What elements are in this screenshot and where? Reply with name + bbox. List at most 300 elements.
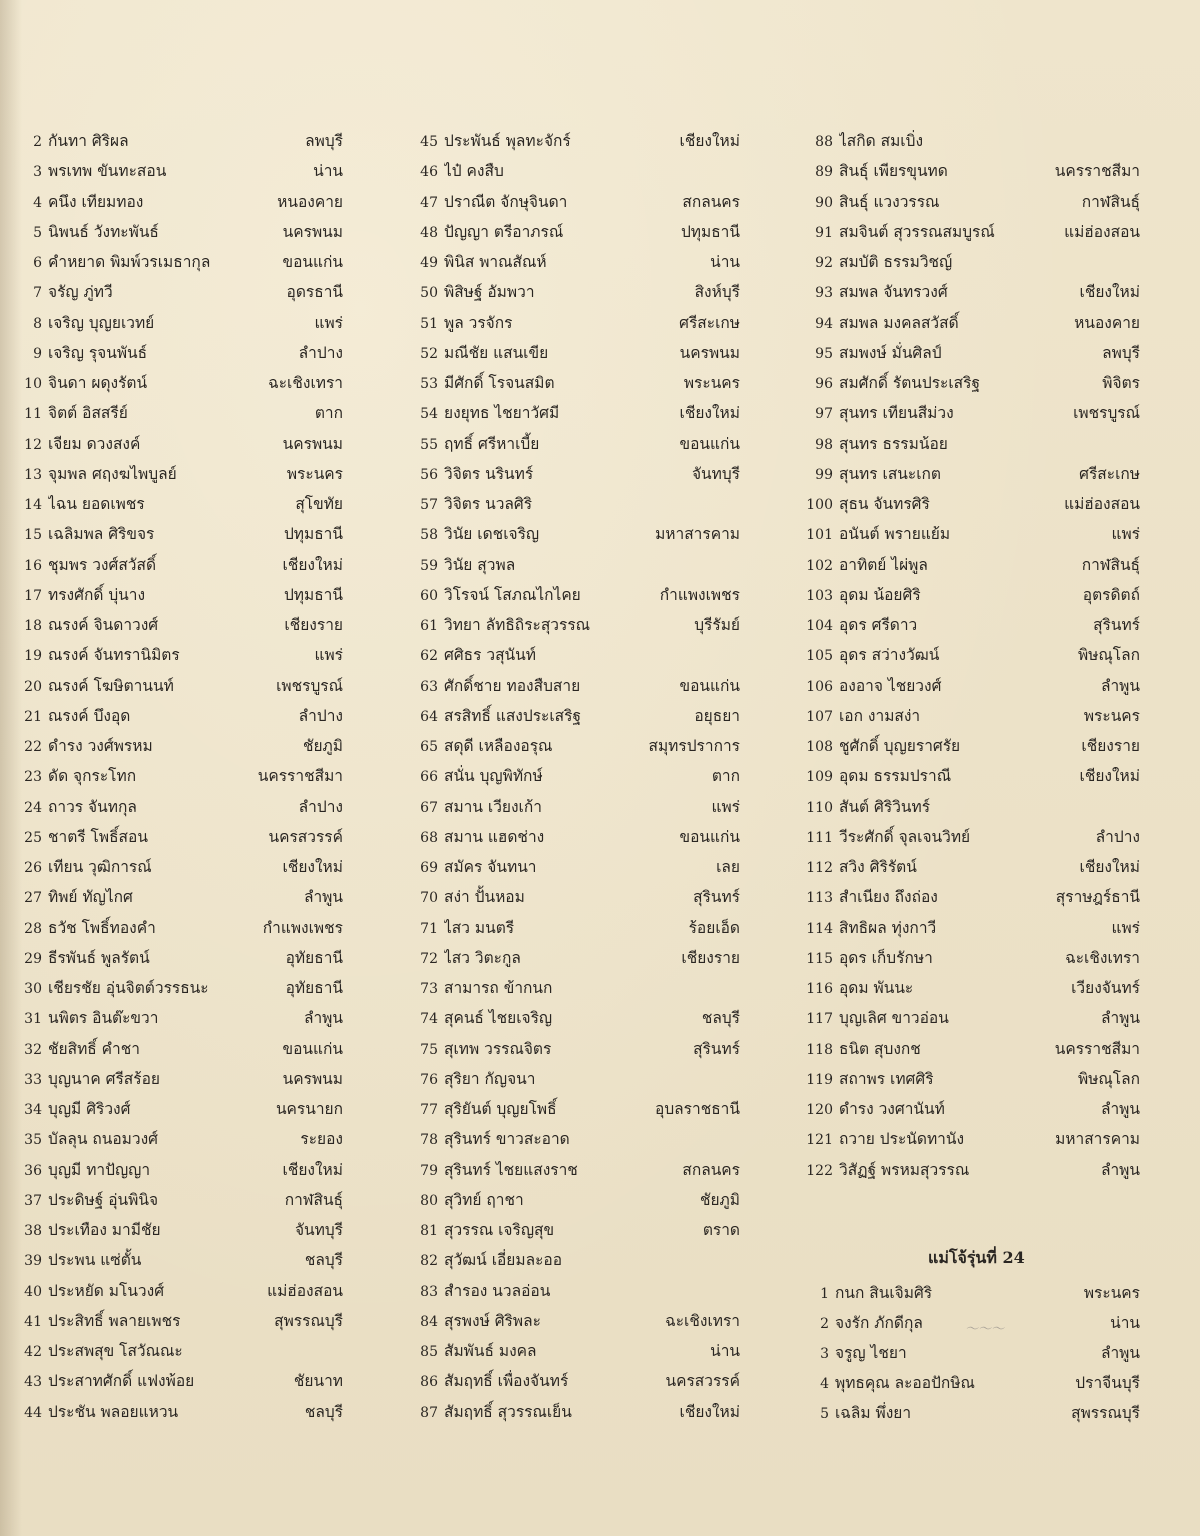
item-number: 5 <box>820 1406 829 1422</box>
list-item <box>805 642 1140 672</box>
person-name: สมพล มงคลสวัสดิ์ <box>839 313 959 332</box>
list-item <box>410 1005 740 1035</box>
list-item <box>805 279 1140 309</box>
province-name: พระนคร <box>1083 706 1140 725</box>
province-name: แม่ฮ่องสอน <box>267 1281 343 1300</box>
person-name: ไสกิด สมเบิ่ง <box>839 132 924 150</box>
item-number: 23 <box>24 769 42 786</box>
item-number: 113 <box>806 890 833 907</box>
province-name: สกลนคร <box>682 192 740 211</box>
person-name: อุดม น้อยศิริ <box>839 585 921 604</box>
province-name: ฉะเชิงเทรา <box>1065 948 1140 967</box>
list-item <box>805 824 1140 854</box>
person-name: จรัญ ภู่ทวี <box>48 283 113 302</box>
list-item <box>18 1005 343 1035</box>
province-name: ปทุมธานี <box>283 525 343 544</box>
person-name: สัมพันธ์ มงคล <box>444 1342 537 1360</box>
list-item <box>410 552 740 582</box>
item-number: 51 <box>420 315 438 332</box>
person-name: วีระศักดิ์ จุลเจนวิทย์ <box>839 827 971 846</box>
province-name: พิษณุโลก <box>1077 1069 1140 1088</box>
province-name: ชัยนาท <box>293 1372 343 1391</box>
person-name: ศักดิ์ชาย ทองสืบสาย <box>444 676 581 695</box>
item-number: 87 <box>420 1404 438 1421</box>
person-name: ปราณีต จักษุจินดา <box>444 192 568 211</box>
person-name: สุวรรณ เจริญสุข <box>444 1221 555 1239</box>
list-item <box>805 1066 1140 1096</box>
province-name: กาฬสินธุ์ <box>1081 555 1140 574</box>
province-name: สุราษฎร์ธานี <box>1055 888 1140 907</box>
person-name: เจริญ บุญยเวทย์ <box>48 313 155 332</box>
person-name: สมจินต์ สุวรรณสมบูรณ์ <box>839 222 995 241</box>
province-name: ชัยภูมิ <box>302 737 343 755</box>
person-name: สมัคร จันทนา <box>444 858 537 876</box>
person-name: ประหยัด มโนวงศ์ <box>48 1281 165 1300</box>
province-name: ชลบุรี <box>304 1402 343 1421</box>
person-name: สุรินทร์ ขาวสะอาด <box>444 1130 570 1149</box>
list-item <box>18 370 343 400</box>
person-name: เทียน วุฒิการณ์ <box>48 858 152 876</box>
person-name: องอาจ ไชยวงศ์ <box>839 676 942 695</box>
province-name: เพชรบูรณ์ <box>1073 404 1140 423</box>
list-item <box>18 249 343 279</box>
province-name: อุทัยธานี <box>285 948 343 967</box>
person-name: พุทธคุณ ละออปักษิณ <box>835 1374 975 1392</box>
item-number: 37 <box>24 1192 42 1209</box>
list-item <box>18 794 343 824</box>
list-item <box>410 1308 740 1338</box>
person-name: สำรอง นวลอ่อน <box>444 1281 551 1300</box>
person-name: วินัย สุวพล <box>444 555 516 574</box>
person-name: ไสว วิตะกูล <box>444 948 521 967</box>
list-item <box>18 854 343 884</box>
item-number: 60 <box>420 587 438 604</box>
province-name: เชียงใหม่ <box>282 555 343 574</box>
list-item <box>410 884 740 914</box>
person-name: สมศักดิ์ รัตนประเสริฐ <box>839 374 981 392</box>
item-number: 42 <box>24 1344 42 1360</box>
province-name: พิษณุโลก <box>1077 646 1140 665</box>
name-list-column-3 <box>805 128 1140 1187</box>
item-number: 99 <box>815 466 833 483</box>
person-name: ดัด จุกระโทก <box>48 767 137 786</box>
person-name: ถาวร จันทกุล <box>48 797 137 816</box>
person-name: เฉลิม พึ่งยา <box>835 1404 912 1422</box>
province-name: นครพนม <box>282 434 343 453</box>
person-name: สุรพงษ์ ศิริพละ <box>444 1311 541 1330</box>
list-item <box>805 763 1140 793</box>
item-number: 98 <box>815 436 833 453</box>
item-number: 1 <box>820 1286 829 1302</box>
item-number: 69 <box>420 860 438 876</box>
province-name: ปทุมธานี <box>283 585 343 604</box>
list-item <box>18 189 343 219</box>
item-number: 75 <box>420 1041 438 1058</box>
list-item <box>410 370 740 400</box>
province-name: ชลบุรี <box>304 1251 343 1270</box>
list-item <box>18 1399 343 1429</box>
list-item <box>410 279 740 309</box>
list-item <box>410 824 740 854</box>
province-name: กาฬสินธุ์ <box>1081 192 1140 211</box>
list-item <box>805 1370 1140 1400</box>
list-item <box>410 1066 740 1096</box>
person-name: วิโรจน์ โสภณไกไคย <box>444 585 581 604</box>
person-name: ประพันธ์ พุลทะจักร์ <box>444 132 571 150</box>
item-number: 10 <box>24 376 42 392</box>
province-name: เลย <box>716 858 740 876</box>
item-number: 59 <box>420 557 438 574</box>
province-name: น่าน <box>710 1342 740 1360</box>
person-name: ธีรพันธ์ พูลรัตน์ <box>48 948 150 967</box>
person-name: สมาน เวียงเก้า <box>444 797 542 816</box>
province-name: น่าน <box>313 162 343 181</box>
person-name: อนันต์ พรายแย้ม <box>839 525 951 544</box>
list-item <box>410 1036 740 1066</box>
province-name: ขอนแก่น <box>282 253 343 271</box>
province-name: เชียงใหม่ <box>1079 858 1140 876</box>
province-name: ลำพูน <box>1100 1009 1140 1028</box>
person-name: ชัยสิทธิ์ คำชา <box>48 1039 140 1058</box>
item-number: 21 <box>24 708 42 725</box>
person-name: บุญมี ศิริวงศ์ <box>48 1100 131 1118</box>
province-name: สุรินทร์ <box>693 1039 740 1058</box>
person-name: อาทิตย์ ไผ่พูล <box>839 555 928 574</box>
list-item <box>18 1096 343 1126</box>
person-name: สามารถ ข้ากนก <box>444 979 553 997</box>
item-number: 26 <box>24 860 42 876</box>
person-name: ดำรง วงศานันท์ <box>839 1100 945 1118</box>
person-name: สุเทพ วรรณจิตร <box>444 1039 552 1058</box>
list-item <box>18 521 343 551</box>
list-item <box>18 582 343 612</box>
province-name: พิจิตร <box>1102 374 1140 392</box>
person-name: สุวัฒน์ เอี่ยมละออ <box>444 1251 563 1270</box>
person-name: จรูญ ไชยา <box>835 1344 907 1362</box>
province-name: เชียงใหม่ <box>679 1402 740 1421</box>
person-name: บุญนาค ศรีสร้อย <box>48 1069 160 1088</box>
list-item <box>805 794 1140 824</box>
person-name: สำเนียง ถึงถ่อง <box>839 888 938 907</box>
person-name: สุนทร เทียนสีม่วง <box>839 404 954 423</box>
list-item <box>805 945 1140 975</box>
person-name: สิทธิผล ทุ่งกาวี <box>839 918 937 937</box>
person-name: ประสิทธิ์ พลายเพชร <box>48 1311 181 1330</box>
list-item <box>410 189 740 219</box>
item-number: 57 <box>420 497 438 513</box>
province-name: กำแพงเพชร <box>659 585 740 604</box>
province-name: นครพนม <box>679 343 740 362</box>
item-number: 6 <box>33 255 42 271</box>
item-number: 39 <box>24 1253 42 1270</box>
person-name: สดุดี เหลืองอรุณ <box>444 737 553 755</box>
province-name: อุตรดิตถ์ <box>1082 585 1140 604</box>
list-item <box>410 582 740 612</box>
item-number: 47 <box>420 194 438 211</box>
item-number: 106 <box>806 678 833 695</box>
province-name: นครนายก <box>275 1100 343 1118</box>
list-item <box>805 521 1140 551</box>
person-name: อุดม พันนะ <box>839 979 914 997</box>
list-item <box>410 733 740 763</box>
item-number: 111 <box>806 829 833 846</box>
item-number: 4 <box>820 1376 829 1392</box>
item-number: 44 <box>24 1404 42 1421</box>
province-name: เชียงราย <box>1081 737 1140 755</box>
item-number: 84 <box>420 1313 438 1330</box>
person-name: ประสาทศักดิ์ แฟงพ้อย <box>48 1372 195 1391</box>
item-number: 112 <box>806 860 833 876</box>
person-name: วิสัฏฐ์ พรหมสุวรรณ <box>839 1160 970 1179</box>
list-item <box>410 975 740 1005</box>
list-item <box>410 1187 740 1217</box>
name-list-column-2 <box>410 128 740 1429</box>
list-item <box>18 642 343 672</box>
person-name: สุริยา กัญจนา <box>444 1069 536 1088</box>
item-number: 71 <box>420 920 438 937</box>
person-name: กนก สินเจิมศิริ <box>835 1284 933 1302</box>
list-item <box>410 249 740 279</box>
province-name: ขอนแก่น <box>679 434 740 453</box>
item-number: 81 <box>420 1223 438 1239</box>
list-item <box>805 128 1140 158</box>
person-name: มณีชัย แสนเขีย <box>444 343 549 362</box>
province-name: ปทุมธานี <box>680 222 740 241</box>
person-name: สันต์ ศิริวินทร์ <box>839 797 931 816</box>
section-title: แม่โจ้รุ่นที่ 24 <box>928 1248 1025 1267</box>
item-number: 66 <box>420 769 438 786</box>
person-name: ธนิต สุบงกช <box>839 1039 921 1058</box>
item-number: 67 <box>420 799 438 816</box>
province-name: ขอนแก่น <box>679 676 740 695</box>
item-number: 29 <box>24 950 42 967</box>
list-item <box>18 1368 343 1398</box>
list-item <box>805 1126 1140 1156</box>
item-number: 50 <box>420 285 438 302</box>
item-number: 34 <box>24 1102 42 1118</box>
province-name: มหาสารคาม <box>1055 1130 1140 1149</box>
province-name: ศรีสะเกษ <box>1079 464 1140 483</box>
province-name: เชียงใหม่ <box>679 404 740 423</box>
province-name: เชียงราย <box>284 616 343 634</box>
province-name: น่าน <box>710 253 740 271</box>
list-item <box>18 733 343 763</box>
person-name: สุธน จันทรศิริ <box>839 495 930 513</box>
person-name: สุริยันต์ บุญยโพธิ์ <box>444 1100 557 1118</box>
person-name: พรเทพ ขันทะสอน <box>48 162 167 181</box>
province-name: เวียงจันทร์ <box>1071 979 1140 997</box>
list-item <box>410 642 740 672</box>
person-name: สุคนธ์ ไชยเจริญ <box>444 1009 553 1028</box>
list-item <box>805 884 1140 914</box>
item-number: 31 <box>24 1011 42 1028</box>
province-name: ขอนแก่น <box>679 827 740 846</box>
province-name: จันทบุรี <box>691 464 740 483</box>
person-name: ดำรง วงศ์พรหม <box>48 737 153 755</box>
province-name: เชียงใหม่ <box>679 132 740 150</box>
list-item <box>18 1338 343 1368</box>
item-number: 15 <box>24 527 42 544</box>
list-item <box>18 673 343 703</box>
person-name: ณรงค์ บึงอุด <box>48 706 131 725</box>
person-name: ณรงค์ จินดาวงศ์ <box>48 616 159 634</box>
province-name: บุรีรัมย์ <box>694 616 740 634</box>
item-number: 20 <box>24 678 42 695</box>
province-name: เชียงใหม่ <box>1079 767 1140 786</box>
list-item <box>805 219 1140 249</box>
list-item <box>18 400 343 430</box>
person-name: บุญเลิศ ขาวอ่อน <box>839 1009 949 1028</box>
list-item <box>18 703 343 733</box>
list-item <box>805 370 1140 400</box>
province-name: ตราด <box>702 1221 740 1239</box>
item-number: 76 <box>420 1071 438 1088</box>
list-item <box>410 794 740 824</box>
person-name: ประเทือง มามีชัย <box>48 1221 161 1239</box>
province-name: พระนคร <box>1083 1284 1140 1302</box>
item-number: 68 <box>420 829 438 846</box>
person-name: อุดร สว่างวัฒน์ <box>839 646 940 665</box>
person-name: คนึง เทียมทอง <box>48 192 144 211</box>
item-number: 27 <box>24 890 42 907</box>
name-list-column-1 <box>18 128 343 1429</box>
item-number: 2 <box>33 134 42 150</box>
person-name: สวิง ศิริรัตน์ <box>839 858 917 876</box>
province-name: สุรินทร์ <box>1093 616 1140 634</box>
person-name: พินิส พาณสัณห์ <box>444 253 547 271</box>
province-name: ลำปาง <box>1095 827 1140 846</box>
item-number: 79 <box>420 1162 438 1179</box>
item-number: 28 <box>24 920 42 937</box>
province-name: สุรินทร์ <box>693 888 740 907</box>
province-name: ลำพูน <box>1100 1344 1140 1362</box>
person-name: ไฉน ยอดเพชร <box>48 495 145 513</box>
province-name: ชัยภูมิ <box>699 1190 740 1209</box>
province-name: ขอนแก่น <box>282 1039 343 1058</box>
person-name: สถาพร เทศศิริ <box>839 1069 934 1088</box>
list-item <box>410 1338 740 1368</box>
person-name: ถวาย ประนัดทานัง <box>839 1130 965 1149</box>
item-number: 36 <box>24 1162 42 1179</box>
item-number: 110 <box>806 799 833 816</box>
item-number: 73 <box>420 981 438 997</box>
item-number: 120 <box>806 1102 833 1118</box>
person-name: สมาน แฮดช่าง <box>444 827 545 846</box>
province-name: นครราชสีมา <box>1054 162 1140 181</box>
list-item <box>410 461 740 491</box>
list-item <box>410 400 740 430</box>
item-number: 119 <box>806 1071 833 1088</box>
item-number: 38 <box>24 1223 42 1239</box>
person-name: สินธุ์ แวงวรรณ <box>839 192 940 211</box>
province-name: เชียงใหม่ <box>1079 283 1140 302</box>
person-name: พูล วรจักร <box>444 313 513 332</box>
province-name: เชียงราย <box>681 948 740 967</box>
person-name: สมพงษ์ มั่นศิลป์ <box>839 343 942 362</box>
list-item <box>805 340 1140 370</box>
province-name: แพร่ <box>314 313 343 332</box>
province-name: หนองคาย <box>277 192 343 211</box>
person-name: มีศักดิ์ โรจนสมิต <box>444 374 555 392</box>
item-number: 22 <box>24 739 42 755</box>
province-name: มหาสารคาม <box>655 525 740 544</box>
item-number: 114 <box>806 920 833 937</box>
province-name: ลพบุรี <box>1102 343 1140 362</box>
item-number: 86 <box>420 1374 438 1391</box>
list-item <box>18 431 343 461</box>
person-name: บัลลุน ถนอมวงศ์ <box>48 1130 158 1149</box>
item-number: 53 <box>420 376 438 392</box>
section-2-list <box>805 1280 1140 1430</box>
item-number: 32 <box>24 1041 42 1058</box>
province-name: สมุทรปราการ <box>648 737 740 755</box>
list-item <box>805 673 1140 703</box>
item-number: 83 <box>420 1283 438 1300</box>
person-name: ปัญญา ตรีอาภรณ์ <box>444 222 564 241</box>
province-name: เชียงใหม่ <box>282 1160 343 1179</box>
list-item <box>18 219 343 249</box>
person-name: สุรินทร์ ไชยแสงราช <box>444 1160 578 1179</box>
list-item <box>18 763 343 793</box>
item-number: 80 <box>420 1192 438 1209</box>
person-name: ชูศักดิ์ บุญยราศรัย <box>839 737 961 755</box>
person-name: ฤทธิ์ ศรีหาเบี้ย <box>444 434 540 453</box>
person-name: เชียรชัย อุ่นจิตต์วรรธนะ <box>48 979 209 997</box>
province-name: นครราชสีมา <box>1054 1039 1140 1058</box>
province-name: จันทบุรี <box>294 1221 343 1239</box>
list-item <box>410 491 740 521</box>
item-number: 85 <box>420 1344 438 1360</box>
province-name: นครพนม <box>282 1069 343 1088</box>
person-name: สุนทร ธรรมน้อย <box>839 434 948 453</box>
item-number: 25 <box>24 829 42 846</box>
province-name: แพร่ <box>314 646 343 665</box>
item-number: 64 <box>420 708 438 725</box>
person-name: ศศิธร วสุนันท์ <box>444 646 536 665</box>
province-name: นครพนม <box>282 222 343 241</box>
list-item <box>410 1247 740 1277</box>
item-number: 14 <box>24 497 42 513</box>
province-name: อุบลราชธานี <box>655 1100 740 1118</box>
person-name: สรสิทธิ์ แสงประเสริฐ <box>444 706 581 725</box>
item-number: 17 <box>24 587 42 604</box>
person-name: เจียม ดวงสงค์ <box>48 434 141 453</box>
province-name: ลำพูน <box>1100 676 1140 695</box>
person-name: อุดม ธรรมปราณี <box>839 767 952 786</box>
person-name: อุดร ศรีดาว <box>839 616 918 634</box>
list-item <box>18 915 343 945</box>
province-name: อุดรธานี <box>286 283 343 302</box>
list-item <box>18 1066 343 1096</box>
item-number: 94 <box>815 315 833 332</box>
person-name: สินธุ์ เพียรขุนทด <box>839 162 948 181</box>
list-item <box>805 1340 1140 1370</box>
item-number: 52 <box>420 345 438 362</box>
list-item <box>410 945 740 975</box>
person-name: วินัย เดชเจริญ <box>444 525 540 544</box>
province-name: อุทัยธานี <box>285 979 343 997</box>
person-name: จินดา ผดุงรัตน์ <box>48 374 148 392</box>
person-name: ณรงค์ โฆษิตานนท์ <box>48 676 174 695</box>
item-number: 8 <box>33 315 42 332</box>
list-item <box>410 915 740 945</box>
list-item <box>18 279 343 309</box>
item-number: 78 <box>420 1132 438 1149</box>
item-number: 24 <box>24 799 42 816</box>
item-number: 102 <box>806 557 833 574</box>
province-name: ลำพูน <box>1100 1100 1140 1118</box>
list-item <box>18 128 343 158</box>
